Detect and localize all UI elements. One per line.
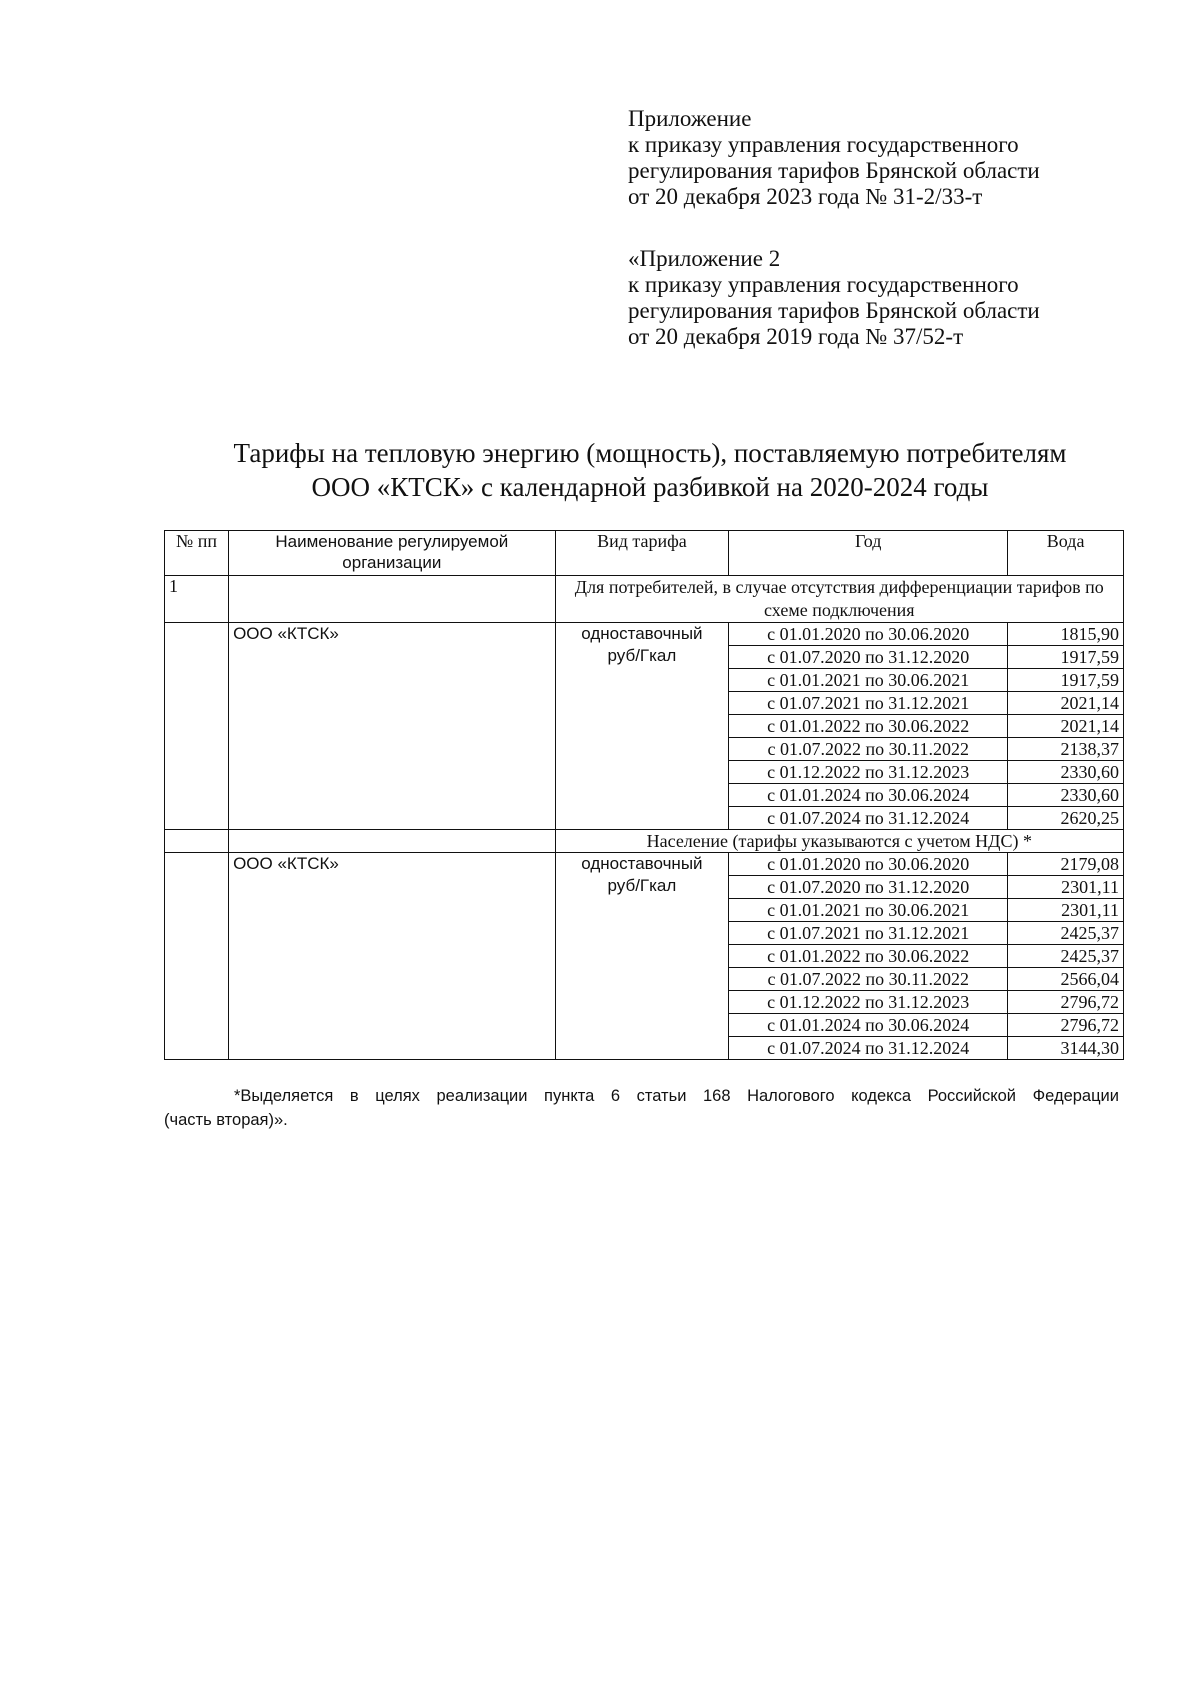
water-tariff-value: 2021,14 <box>1008 692 1124 715</box>
title-line-1: Тарифы на тепловую энергию (мощность), поставляемую потребителям <box>233 438 1067 468</box>
period-cell: с 01.01.2020 по 30.06.2020 <box>729 623 1008 646</box>
period-cell: с 01.07.2020 по 31.12.2020 <box>729 646 1008 669</box>
period-cell: с 01.01.2021 по 30.06.2021 <box>729 899 1008 922</box>
water-tariff-value: 2138,37 <box>1008 738 1124 761</box>
tariff-kind-unit: руб/Гкал <box>607 646 677 665</box>
tariff-table <box>164 530 1124 1060</box>
period-cell: с 01.01.2024 по 30.06.2024 <box>729 784 1008 807</box>
period-cell: с 01.01.2021 по 30.06.2021 <box>729 669 1008 692</box>
header-num: № пп <box>165 531 229 576</box>
footnote <box>164 1084 1119 1132</box>
water-tariff-value: 2301,11 <box>1008 876 1124 899</box>
empty-cell <box>165 853 229 1060</box>
table-header-row <box>165 531 1124 576</box>
header-kind: Вид тарифа <box>555 531 729 576</box>
org-name: ООО «КТСК» <box>229 623 556 830</box>
water-tariff-value: 2301,11 <box>1008 899 1124 922</box>
appendix-order-line: к приказу управления государственного <box>628 272 1019 297</box>
water-tariff-value: 1917,59 <box>1008 669 1124 692</box>
appendix-order-line: к приказу управления государственного <box>628 132 1019 157</box>
water-tariff-value: 2566,04 <box>1008 968 1124 991</box>
header-org: Наименование регулируемой организации <box>229 531 556 576</box>
empty-cell <box>165 830 229 853</box>
appendix-header-original <box>628 246 1040 350</box>
group1-caption: Для потребителей, в случае отсутствия дифференциации тарифов по схеме подключения <box>555 576 1123 623</box>
group2-caption: Население (тарифы указываются с учетом НДС) * <box>555 830 1123 853</box>
footnote-line-2: (часть вторая)». <box>164 1111 288 1129</box>
period-cell: с 01.12.2022 по 31.12.2023 <box>729 761 1008 784</box>
tariff-kind-type: одноставочный <box>581 854 703 873</box>
appendix-date-line: от 20 декабря 2023 года № 31-2/33-т <box>628 184 983 209</box>
document-title <box>150 436 1150 504</box>
water-tariff-value: 2021,14 <box>1008 715 1124 738</box>
row-number: 1 <box>165 576 229 623</box>
period-cell: с 01.12.2022 по 31.12.2023 <box>729 991 1008 1014</box>
period-cell: с 01.07.2024 по 31.12.2024 <box>729 1037 1008 1060</box>
period-cell: с 01.07.2022 по 30.11.2022 <box>729 968 1008 991</box>
title-line-2: ООО «КТСК» с календарной разбивкой на 2020-2024 годы <box>311 472 989 502</box>
appendix-label: Приложение <box>628 106 752 131</box>
period-cell: с 01.01.2020 по 30.06.2020 <box>729 853 1008 876</box>
period-cell: с 01.07.2021 по 31.12.2021 <box>729 692 1008 715</box>
tariff-kind-unit: руб/Гкал <box>607 876 677 895</box>
period-cell: с 01.07.2024 по 31.12.2024 <box>729 807 1008 830</box>
period-cell: с 01.07.2021 по 31.12.2021 <box>729 922 1008 945</box>
empty-cell <box>165 623 229 830</box>
header-year: Год <box>729 531 1008 576</box>
appendix-label: «Приложение 2 <box>628 246 781 271</box>
water-tariff-value: 2330,60 <box>1008 761 1124 784</box>
table-row <box>165 830 1124 853</box>
water-tariff-value: 2796,72 <box>1008 991 1124 1014</box>
water-tariff-value: 1917,59 <box>1008 646 1124 669</box>
water-tariff-value: 2425,37 <box>1008 922 1124 945</box>
period-cell: с 01.01.2022 по 30.06.2022 <box>729 715 1008 738</box>
period-cell: с 01.07.2022 по 30.11.2022 <box>729 738 1008 761</box>
water-tariff-value: 3144,30 <box>1008 1037 1124 1060</box>
tariff-kind <box>555 623 729 830</box>
period-cell: с 01.07.2020 по 31.12.2020 <box>729 876 1008 899</box>
water-tariff-value: 1815,90 <box>1008 623 1124 646</box>
water-tariff-value: 2179,08 <box>1008 853 1124 876</box>
org-name: ООО «КТСК» <box>229 853 556 1060</box>
footnote-line-1: *Выделяется в целях реализации пункта 6 статьи 168 Налогового кодекса Российской Федерации <box>234 1087 1119 1105</box>
appendix-header-current <box>628 106 1040 210</box>
water-tariff-value: 2330,60 <box>1008 784 1124 807</box>
tariff-kind-type: одноставочный <box>581 624 703 643</box>
tariff-kind <box>555 853 729 1060</box>
table-row <box>165 576 1124 623</box>
table-row <box>165 853 1124 876</box>
empty-cell <box>229 830 556 853</box>
water-tariff-value: 2620,25 <box>1008 807 1124 830</box>
appendix-date-line: от 20 декабря 2019 года № 37/52-т <box>628 324 964 349</box>
header-water: Вода <box>1008 531 1124 576</box>
appendix-authority-line: регулирования тарифов Брянской области <box>628 298 1040 323</box>
period-cell: с 01.01.2024 по 30.06.2024 <box>729 1014 1008 1037</box>
table-row <box>165 623 1124 646</box>
period-cell: с 01.01.2022 по 30.06.2022 <box>729 945 1008 968</box>
appendix-authority-line: регулирования тарифов Брянской области <box>628 158 1040 183</box>
empty-cell <box>229 576 556 623</box>
water-tariff-value: 2425,37 <box>1008 945 1124 968</box>
water-tariff-value: 2796,72 <box>1008 1014 1124 1037</box>
